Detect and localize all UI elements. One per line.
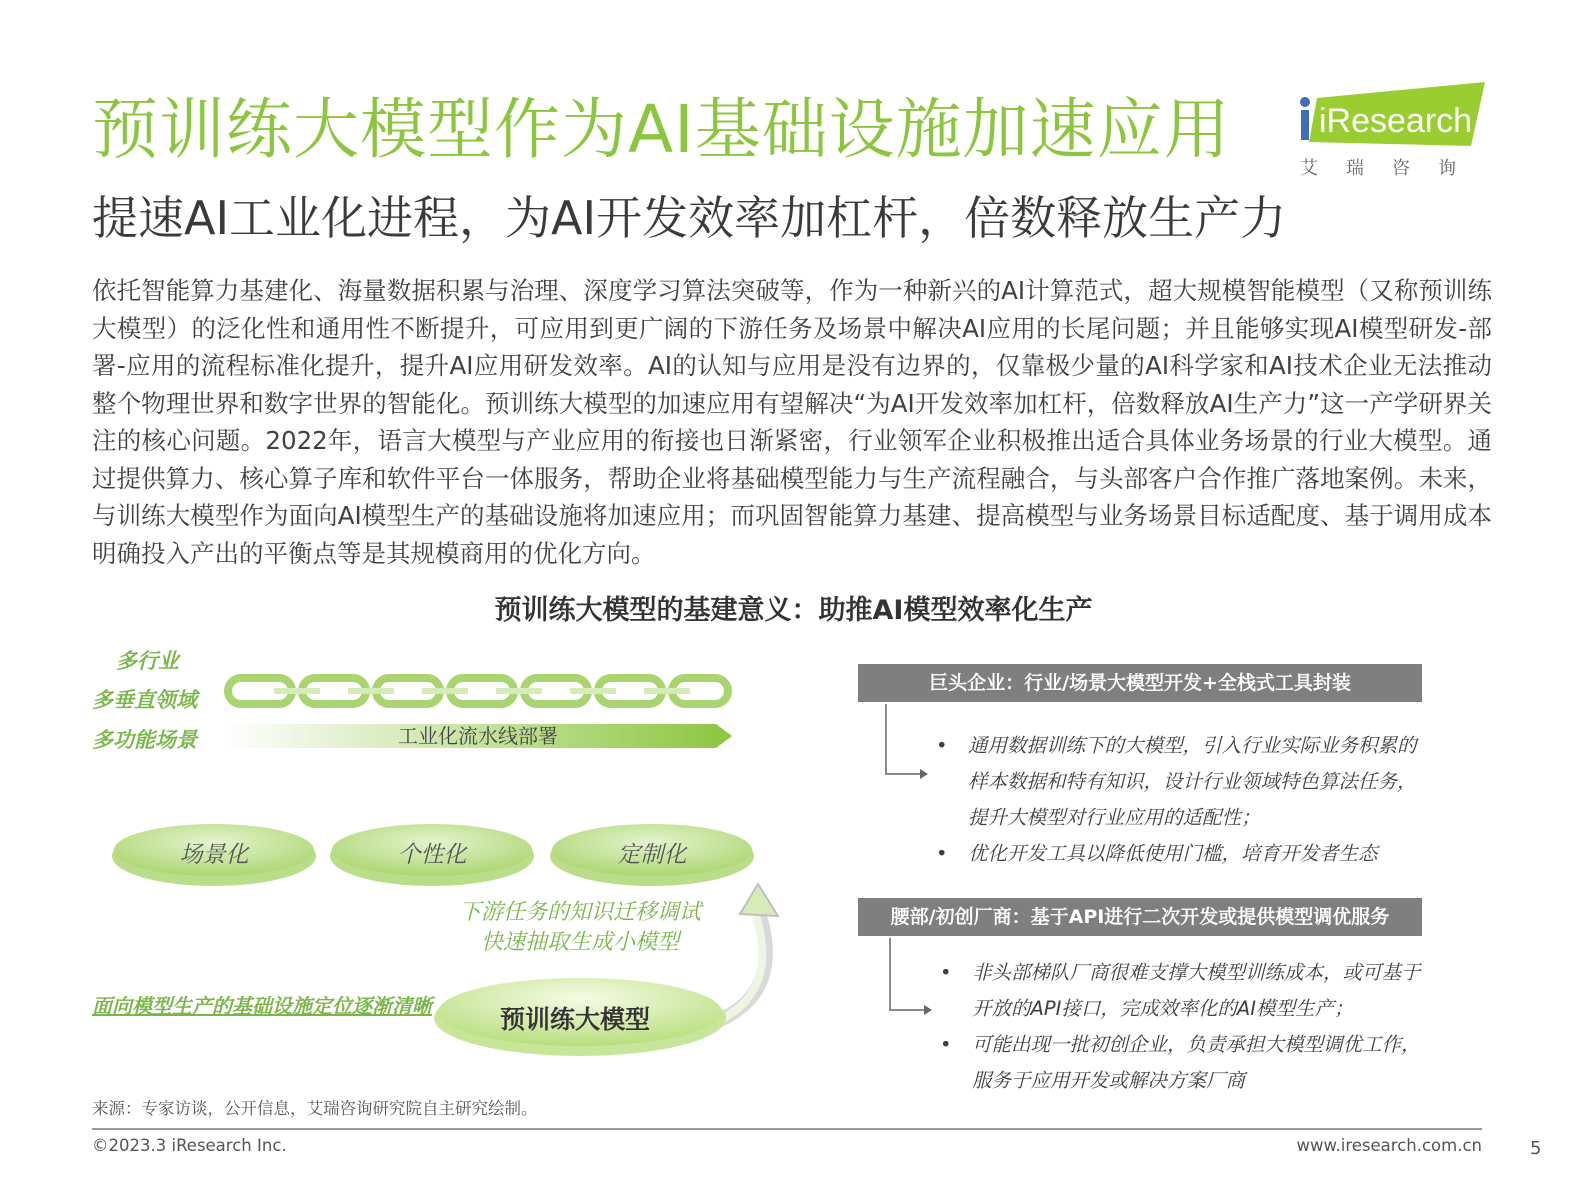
bullet-dot: • [940, 961, 952, 984]
page-subtitle: 提速AI工业化进程，为AI开发效率加杠杆，倍数释放生产力 [92, 191, 1287, 245]
pipeline-bar [222, 720, 734, 752]
oval-customized: 定制化 [617, 842, 687, 868]
positioning-text: 面向模型生产的基础设施定位逐渐清晰 [92, 994, 432, 1018]
copyright: ©2023.3 iResearch Inc. [92, 1136, 287, 1155]
list-item [940, 1027, 1480, 1099]
logo-cn-text: 艾瑞咨询 [1300, 158, 1484, 179]
body-paragraph: 依托智能算力基建化、海量数据积累与治理、深度学习算法突破等，作为一种新兴的AI计算范式，超大规模智能模型（又称预训练大模型）的泛化性和通用性不断提升，可应用到更广阔的下游任务及场景中解决AI应用的长尾问题；并且能够实现AI模型研发-部署-应用的流程标准化提升，提升AI应用研发效率。AI的认知与应用是没有边界的，仅靠极少量的AI科学家和AI技术企业无法推动整个物理世界和数字世界的智能化。预训练大模型的加速应用有望解决“为AI开发效率加杠杆，倍数释放AI生产力”这一产学研界关注的核心问题。2022年，语言大模型与产业应用的衔接也日渐紧密，行业领军企业积极推出适合具体业务场景的行业大模型。通过提供算力、核心算子库和软件平台一体服务，帮助企业将基础模型能力与生产流程融合，与头部客户合作推广落地案例。未来，与训练大模型作为面向AI模型生产的基础设施将加速应用；而巩固智能算力基建、提高模型与业务场景目标适配度、基于调用成本明确投入产出的平衡点等是其规模商用的优化方向。 [92, 276, 1492, 568]
group2-bullets [940, 955, 1480, 1099]
page-number: 5 [1530, 1138, 1542, 1159]
bullet-line: 提升大模型对行业应用的适配性； [968, 806, 1261, 829]
bullet-line: 可能出现一批初创企业，负责承担大模型调优工作， [972, 1033, 1421, 1056]
base-label: 预训练大模型 [499, 1005, 650, 1034]
group2-header: 腰部/初创厂商：基于API进行二次开发或提供模型调优服务 [858, 898, 1422, 936]
website-link[interactable]: www.iresearch.com.cn [1296, 1136, 1482, 1155]
chain-graphic [222, 672, 734, 710]
list-item [936, 728, 1476, 836]
label-multi-vertical: 多垂直领域 [92, 688, 197, 712]
bullet-line: 服务于应用开发或解决方案厂商 [972, 1069, 1246, 1092]
arrow-text-line2: 快速抽取生成小模型 [480, 930, 679, 955]
bullet-dot: • [936, 842, 948, 865]
pipeline-label: 工业化流水线部署 [398, 724, 558, 748]
list-item [940, 955, 1480, 1027]
arrow-text [440, 898, 720, 958]
oval-personalized: 个性化 [397, 842, 467, 868]
page-title: 预训练大模型作为AI基础设施加速应用 [92, 91, 1231, 168]
bullet-line: 优化开发工具以降低使用门槛，培育开发者生态 [968, 842, 1378, 865]
bullet-line: 开放的API接口，完成效率化的AI模型生产； [972, 997, 1354, 1020]
label-multi-industry: 多行业 [116, 649, 179, 673]
source-note: 来源：专家访谈，公开信息，艾瑞咨询研究院自主研究绘制。 [92, 1099, 538, 1118]
arrow-text-line1: 下游任务的知识迁移调试 [458, 900, 701, 925]
group1-bullets [936, 728, 1476, 872]
oval-scenario: 场景化 [179, 842, 249, 868]
label-multi-scenario: 多功能场景 [92, 728, 197, 752]
group2-connector-arrow-icon [884, 936, 934, 1020]
bullet-dot: • [940, 1033, 952, 1056]
group1-connector-arrow-icon [880, 702, 930, 782]
list-item [936, 836, 1476, 872]
bullet-line: 非头部梯队厂商很难支撑大模型训练成本，或可基于 [972, 961, 1421, 984]
logo-text: iResearch [1319, 102, 1473, 140]
bullet-line: 样本数据和特有知识，设计行业领域特色算法任务， [968, 770, 1417, 793]
footer-divider [92, 1128, 1482, 1130]
bullet-dot: • [936, 734, 948, 757]
bullet-line: 通用数据训练下的大模型，引入行业实际业务积累的 [968, 734, 1417, 757]
group1-header: 巨头企业：行业/场景大模型开发+全栈式工具封装 [858, 664, 1422, 702]
figure-title: 预训练大模型的基建意义：助推AI模型效率化生产 [494, 595, 1093, 626]
